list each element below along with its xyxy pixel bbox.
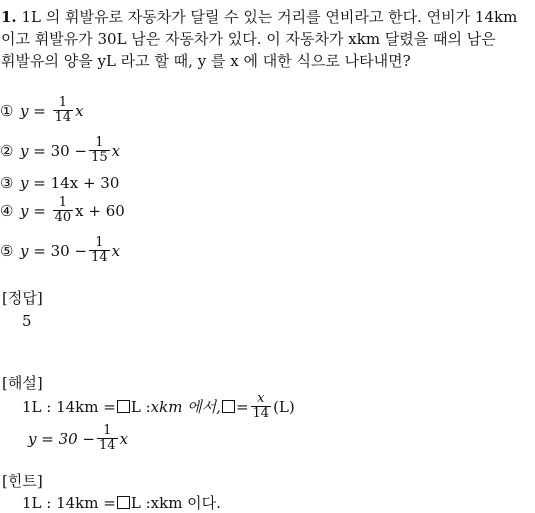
solution-text: = bbox=[235, 397, 249, 416]
option-3[interactable] bbox=[0, 174, 119, 192]
option-eq: = bbox=[33, 201, 46, 220]
option-fraction bbox=[53, 96, 74, 125]
option-pre: 30 − bbox=[50, 241, 88, 260]
option-eq: = bbox=[33, 174, 46, 192]
question-line-1 bbox=[1, 6, 517, 27]
fraction-denominator: 40 bbox=[54, 210, 72, 225]
hint-text: 1L : 14km = bbox=[22, 493, 116, 512]
question-text-1: 1L 의 휘발유로 자동차가 달릴 수 있는 거리를 연비라고 한다. 연비가 14km bbox=[16, 8, 518, 26]
option-text: 14x + 30 bbox=[50, 174, 120, 192]
fraction-numerator: x bbox=[257, 391, 265, 406]
question-text-2: 이고 휘발유가 30L 남은 자동차가 있다. 이 자동차가 xkm 달렸을 때의 남은 bbox=[1, 30, 496, 48]
solution-heading: [해설] bbox=[2, 374, 43, 392]
option-eq: = bbox=[33, 241, 46, 260]
option-post: x bbox=[75, 101, 84, 120]
hint-line bbox=[22, 492, 221, 513]
option-post: x bbox=[111, 241, 121, 260]
option-pre: 30 − bbox=[50, 141, 88, 160]
hint-text: xkm 이다. bbox=[150, 494, 221, 512]
option-var-y: y bbox=[20, 201, 29, 220]
option-marker: ③ bbox=[0, 174, 14, 192]
fraction-denominator: 14 bbox=[99, 438, 116, 453]
option-post: x bbox=[111, 141, 121, 160]
solution-text: (L) bbox=[273, 397, 295, 416]
solution-text: L : bbox=[130, 397, 151, 416]
solution-fraction bbox=[97, 424, 118, 453]
solution-text: y = 30 − bbox=[28, 429, 96, 448]
solution-text: xkm 에서, bbox=[150, 398, 221, 416]
option-eq: = bbox=[33, 101, 46, 120]
option-marker: ④ bbox=[0, 201, 14, 220]
option-fraction bbox=[89, 236, 110, 265]
option-marker: ② bbox=[0, 141, 14, 160]
solution-text: x bbox=[119, 429, 129, 448]
fraction-numerator: 1 bbox=[103, 423, 112, 438]
fraction-numerator: 1 bbox=[95, 235, 104, 250]
option-fraction bbox=[89, 136, 110, 165]
fraction-denominator: 14 bbox=[91, 250, 108, 265]
blank-box bbox=[117, 400, 130, 413]
solution-line-1 bbox=[22, 392, 295, 421]
question-line-2 bbox=[1, 28, 496, 49]
option-var-y: y bbox=[20, 174, 29, 192]
answer-heading: [정답] bbox=[2, 289, 43, 307]
blank-box bbox=[222, 400, 235, 413]
blank-box bbox=[117, 496, 130, 509]
fraction-denominator: 15 bbox=[91, 150, 108, 165]
option-1[interactable] bbox=[0, 96, 84, 125]
solution-fraction bbox=[251, 392, 272, 421]
question-line-3 bbox=[1, 50, 411, 71]
question-text-3: 휘발유의 양을 yL 라고 할 때, y 를 x 에 대한 식으로 나타내면? bbox=[1, 52, 411, 70]
question-number: 1. bbox=[1, 8, 17, 26]
option-marker: ① bbox=[0, 101, 14, 120]
fraction-denominator: 14 bbox=[252, 406, 270, 421]
option-2[interactable] bbox=[0, 136, 120, 165]
option-fraction bbox=[53, 196, 74, 225]
fraction-numerator: 1 bbox=[58, 195, 68, 210]
hint-text: L : bbox=[130, 493, 151, 512]
option-var-y: y bbox=[20, 141, 29, 160]
answer-value: 5 bbox=[22, 312, 32, 330]
option-var-y: y bbox=[20, 101, 29, 120]
fraction-denominator: 14 bbox=[54, 110, 72, 125]
hint-heading: [힌트] bbox=[2, 472, 43, 490]
option-var-y: y bbox=[20, 241, 29, 260]
option-post: x + 60 bbox=[75, 201, 125, 220]
solution-text: 1L : 14km = bbox=[22, 397, 116, 416]
fraction-numerator: 1 bbox=[95, 135, 104, 150]
option-5[interactable] bbox=[0, 236, 120, 265]
fraction-numerator: 1 bbox=[58, 95, 68, 110]
option-4[interactable] bbox=[0, 196, 125, 225]
option-marker: ⑤ bbox=[0, 241, 14, 260]
solution-line-2 bbox=[28, 424, 128, 453]
option-eq: = bbox=[33, 141, 46, 160]
